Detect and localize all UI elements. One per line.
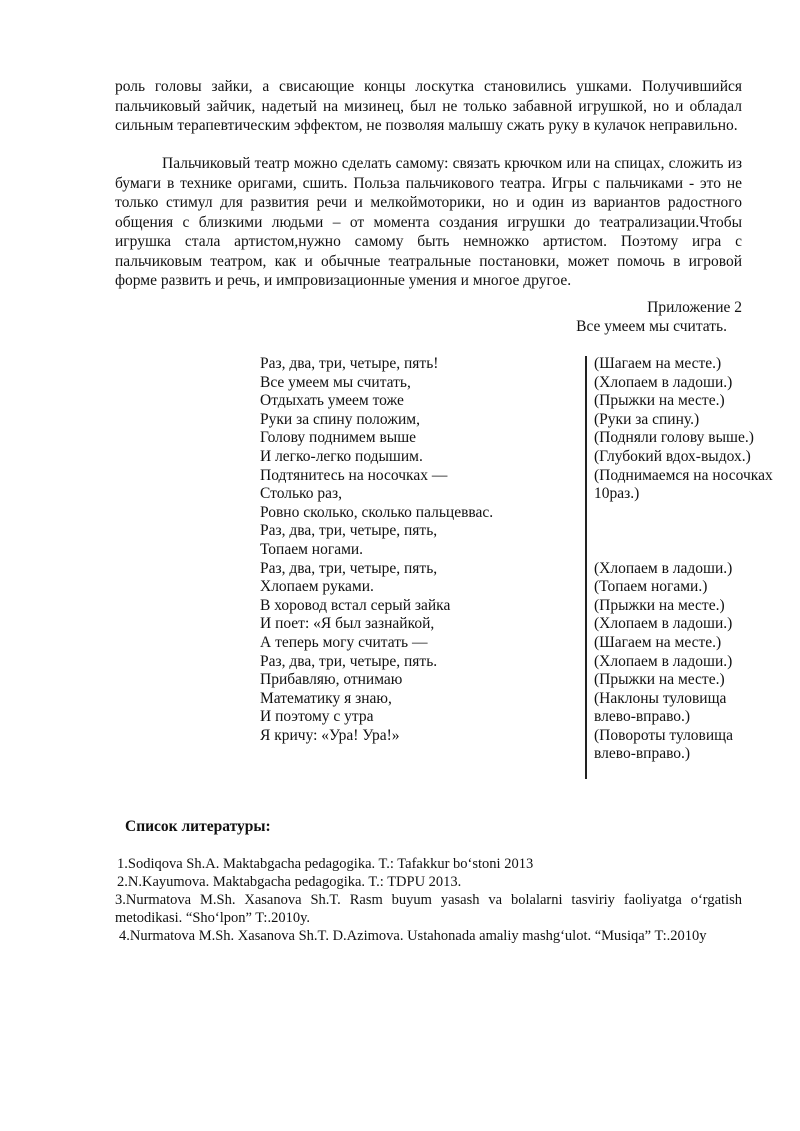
action-line: (Подняли голову выше.) xyxy=(594,429,754,447)
action-line: (Топаем ногами.) xyxy=(594,578,708,596)
action-line xyxy=(594,504,773,523)
action-line: (Хлопаем в ладоши.) xyxy=(594,652,733,670)
action-line: (Прыжки на месте.) xyxy=(594,392,725,410)
poem-line: Все умеем мы считать, xyxy=(260,373,411,391)
action-line: (Глубокий вдох-выдох.) xyxy=(594,447,751,465)
action-line: (Повороты туловища xyxy=(594,726,733,744)
action-line: (Хлопаем в ладоши.) xyxy=(594,559,733,577)
action-line: (Руки за спину.) xyxy=(594,410,700,428)
references-list xyxy=(115,855,742,945)
poem-line: Отдыхать умеем тоже xyxy=(260,392,404,410)
appendix-title: Все умеем мы считать. xyxy=(576,318,727,335)
poem-line: И поэтому с утра xyxy=(260,708,374,726)
poem-lines xyxy=(260,355,493,745)
appendix-label: Приложение 2 xyxy=(647,299,742,316)
poem-line: Топаем ногами. xyxy=(260,540,364,558)
poem-line: И легко-легко подышим. xyxy=(260,447,423,465)
poem-line: Ровно сколько, сколько пальцеввас. xyxy=(260,503,494,521)
action-line: 10раз.) xyxy=(594,485,640,503)
body-paragraph-2: Пальчиковый театр можно сделать самому: связать крючком или на спицах, сложить из бумаги в технике оригами, сшить. Польза пальчикового театра. Игры с пальчиками - это не только стимул для развития речи и мелкоймоторики, но и один из вариантов радостного общения с близкими людьми – от момента создания игрушки до театрализации.Чтобы игрушка стала артистом,нужно самому быть немножко артистом. Поэтому игра с пальчиковым театром, как и обычные театральные постановки, может помочь в игровой форме развить и речь, и импровизационные умения и многое другое. xyxy=(115,155,742,289)
poem-divider-line xyxy=(585,356,587,779)
action-line: (Шагаем на месте.) xyxy=(594,355,722,372)
poem-line: Руки за спину положим, xyxy=(260,410,420,428)
poem-line: В хоровод встал серый зайка xyxy=(260,596,451,614)
action-line: влево-вправо.) xyxy=(594,745,691,763)
poem-line: Математику я знаю, xyxy=(260,689,392,707)
reference-item: 1.Sodiqova Sh.A. Maktabgacha pedagogika. T.: Tafakkur bo‘stoni 2013 xyxy=(117,856,534,872)
action-line: (Шагаем на месте.) xyxy=(594,633,722,651)
action-line: (Наклоны туловища xyxy=(594,689,727,707)
poem-line: Прибавляю, отнимаю xyxy=(260,671,403,689)
poem-line: Раз, два, три, четыре, пять! xyxy=(260,355,439,372)
action-line xyxy=(594,541,773,560)
poem-line: Голову поднимем выше xyxy=(260,429,417,447)
action-line xyxy=(594,522,773,541)
action-line: (Поднимаемся на носочках xyxy=(594,466,773,484)
reference-item: 4.Nurmatova M.Sh. Xasanova Sh.T. D.Azimova. Ustahonada amaliy mashg‘ulot. “Musiqa” T:.2010y xyxy=(119,928,707,944)
action-line: (Прыжки на месте.) xyxy=(594,671,725,689)
poem-line: А теперь могу считать — xyxy=(260,633,428,651)
reference-item: 3.Nurmatova M.Sh. Xasanova Sh.T. Rasm buyum yasash va bolalarni tasviriy faoliyatga o‘rgatish metodikasi. “Sho‘lpon” T:.2010y. xyxy=(115,892,742,926)
poem-actions xyxy=(594,355,773,764)
poem-line: Раз, два, три, четыре, пять, xyxy=(260,559,438,577)
poem-line: Подтянитесь на носочках — xyxy=(260,466,448,484)
poem-line: И поет: «Я был зазнайкой, xyxy=(260,615,435,633)
action-line: (Хлопаем в ладоши.) xyxy=(594,615,733,633)
poem-line: Хлопаем руками. xyxy=(260,578,374,596)
action-line: (Хлопаем в ладоши.) xyxy=(594,373,733,391)
poem-line: Я кричу: «Ура! Ура!» xyxy=(260,726,400,744)
poem-line: Столько раз, xyxy=(260,485,343,503)
action-line: влево-вправо.) xyxy=(594,708,691,726)
reference-item: 2.N.Kayumova. Maktabgacha pedagogika. T.: TDPU 2013. xyxy=(117,874,462,890)
action-line: (Прыжки на месте.) xyxy=(594,596,725,614)
poem-line: Раз, два, три, четыре, пять, xyxy=(260,522,438,540)
references-heading: Список литературы: xyxy=(125,818,271,835)
body-paragraph-1: роль головы зайки, а свисающие концы лоскутка становились ушками. Получившийся пальчиковый зайчик, надетый на мизинец, был не только забавной игрушкой, но и обладал сильным терапевтическим эффектом, не позволяя малышу сжать руку в кулачок неправильно. xyxy=(115,78,742,134)
poem-line: Раз, два, три, четыре, пять. xyxy=(260,652,438,670)
